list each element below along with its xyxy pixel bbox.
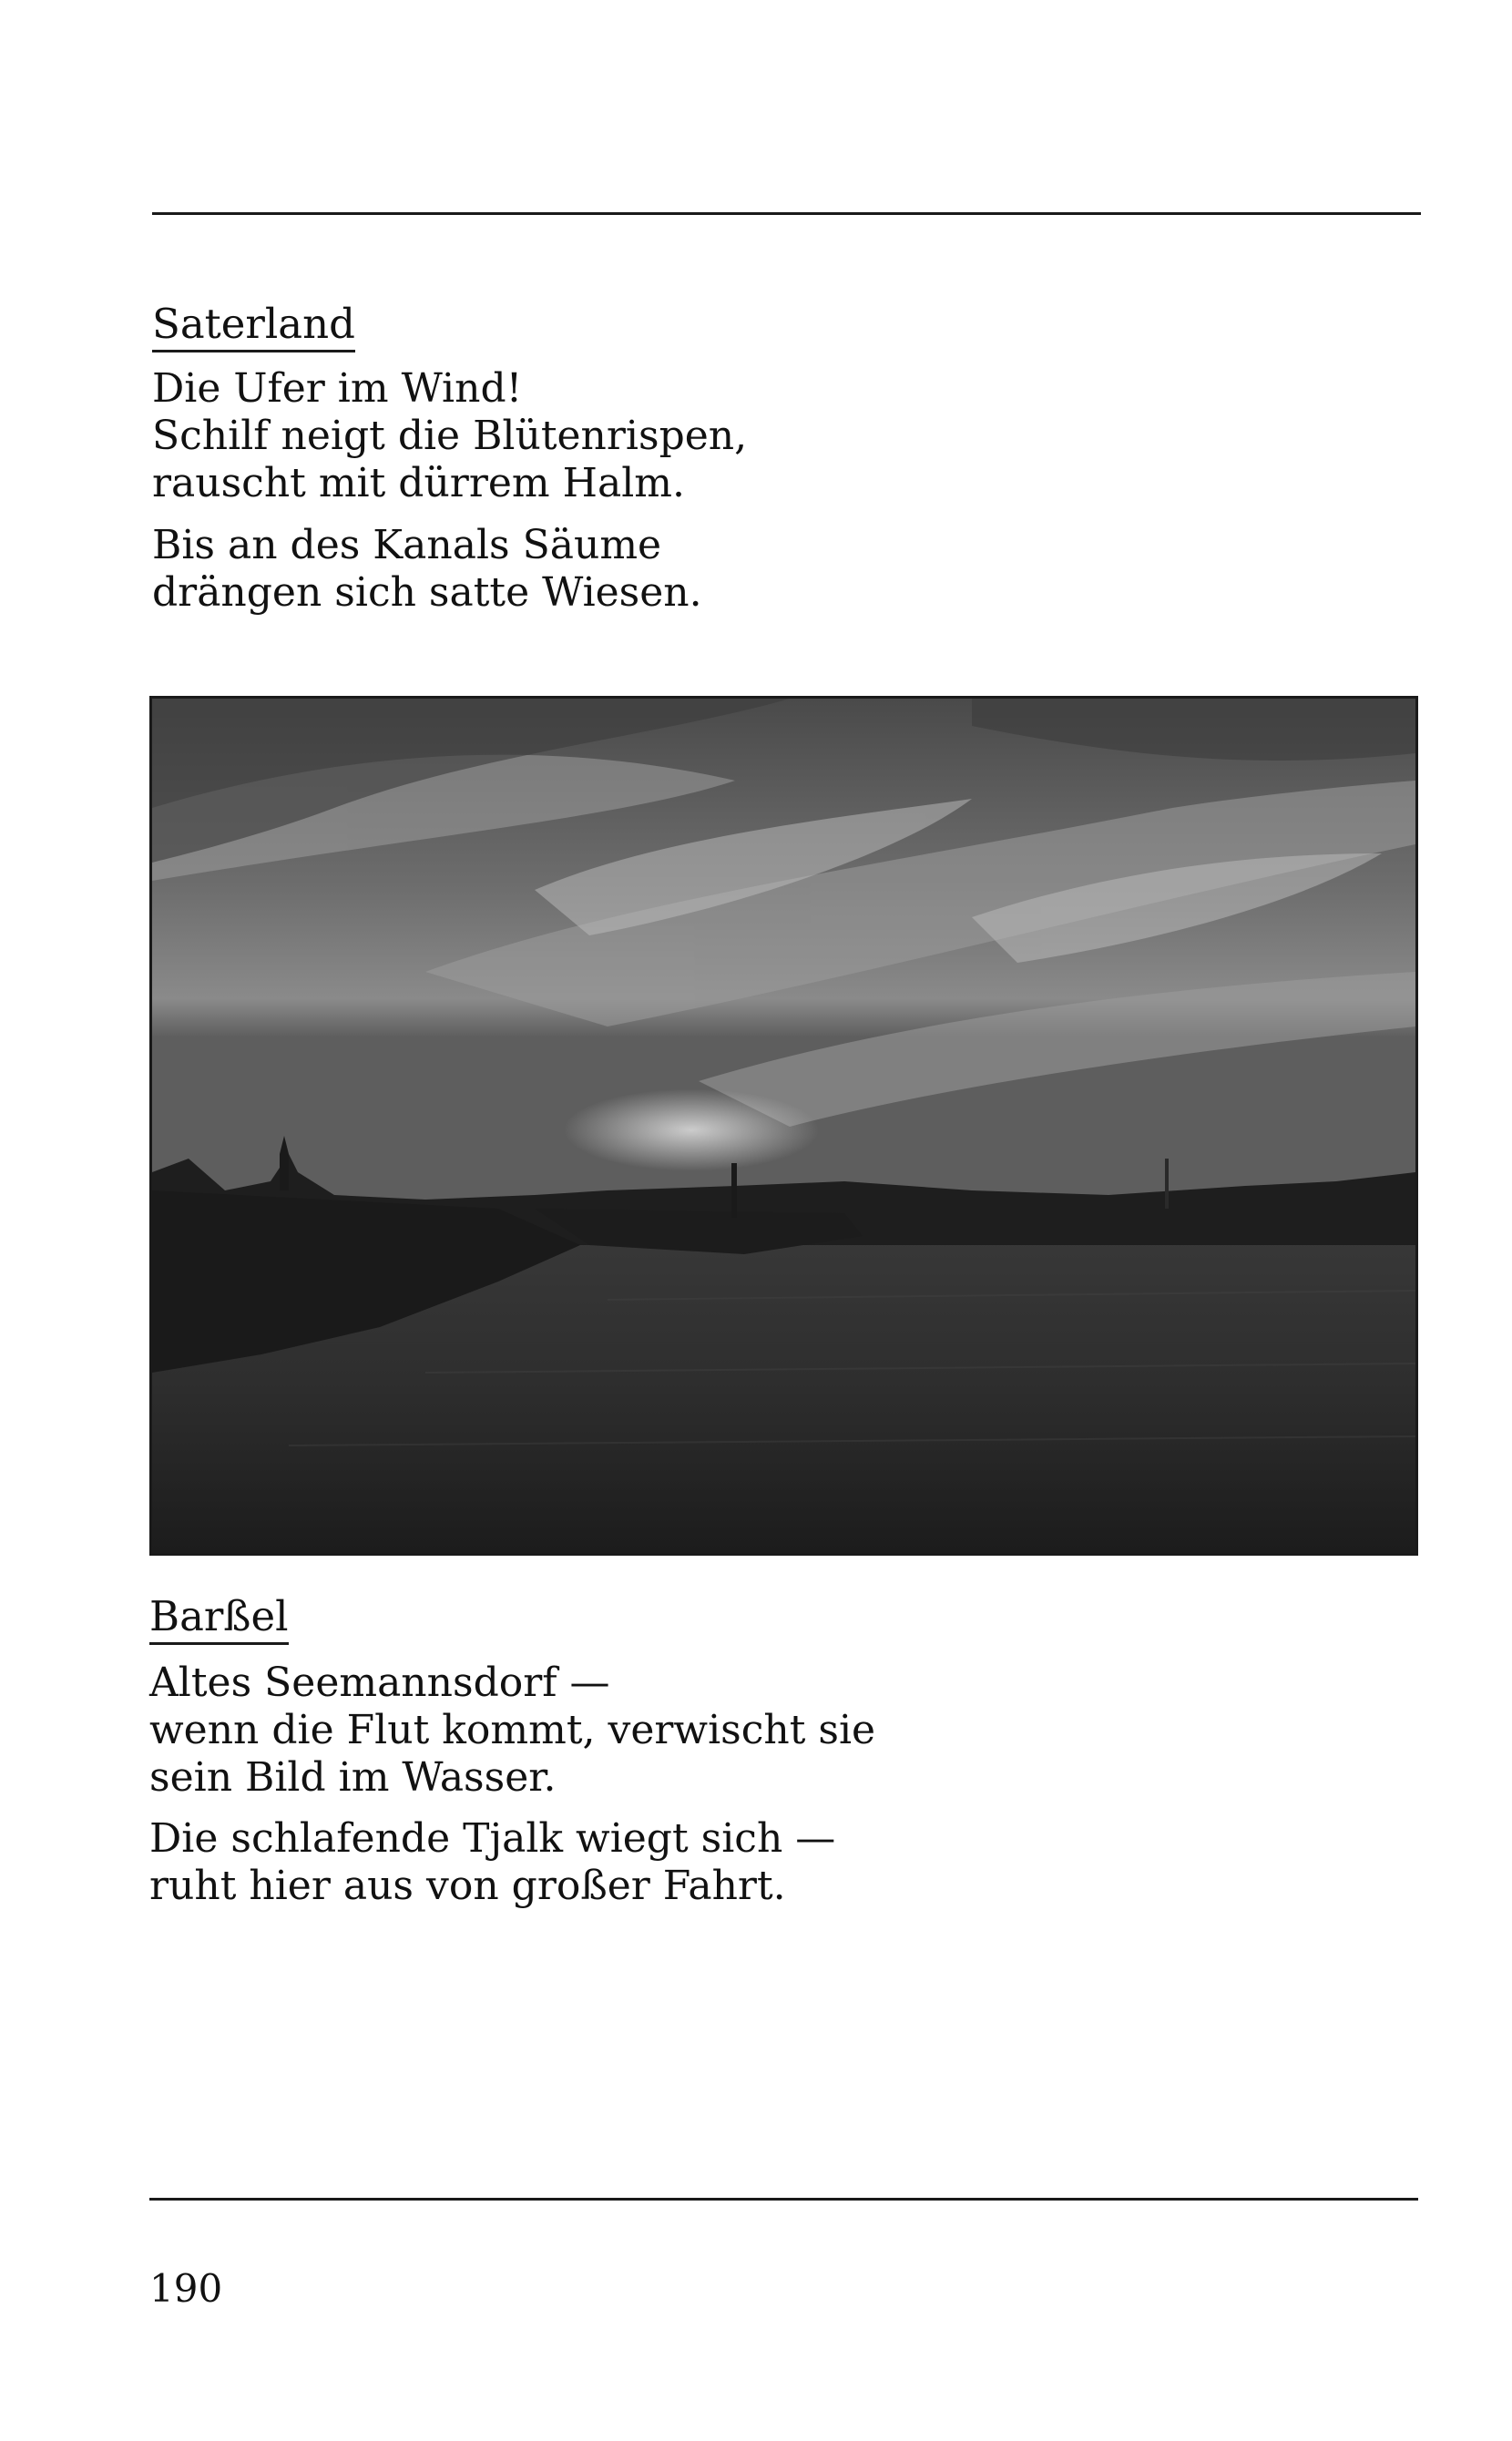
page-number: 190 [149,2266,223,2311]
poem-line: Schilf neigt die Blütenrispen, [152,413,748,459]
poem-saterland-stanza-2 [152,522,702,617]
poem-line: rauscht mit dürrem Halm. [152,460,685,506]
poem-line: Bis an des Kanals Säume [152,522,662,568]
landscape-photo-icon [152,699,1415,1553]
poem-line: Die Ufer im Wind! [152,365,523,412]
poem-saterland-stanza-1 [152,365,747,507]
landscape-photo [149,696,1418,1556]
poem-line: Altes Seemannsdorf — [149,1660,610,1706]
poem-line: sein Bild im Wasser. [149,1754,557,1801]
poem-barssel-stanza-2 [149,1815,835,1910]
poem-line: Die schlafende Tjalk wiegt sich — [149,1815,836,1862]
poem-title-barssel: Barßel [149,1596,289,1645]
bottom-rule [149,2198,1418,2201]
poem-title-saterland: Saterland [152,303,355,352]
top-rule [152,212,1421,215]
poem-barssel-stanza-1 [149,1660,875,1802]
poem-line: ruht hier aus von großer Fahrt. [149,1863,786,1909]
poem-line: wenn die Flut kommt, verwischt sie [149,1707,876,1753]
poem-line: drängen sich satte Wiesen. [152,569,702,616]
